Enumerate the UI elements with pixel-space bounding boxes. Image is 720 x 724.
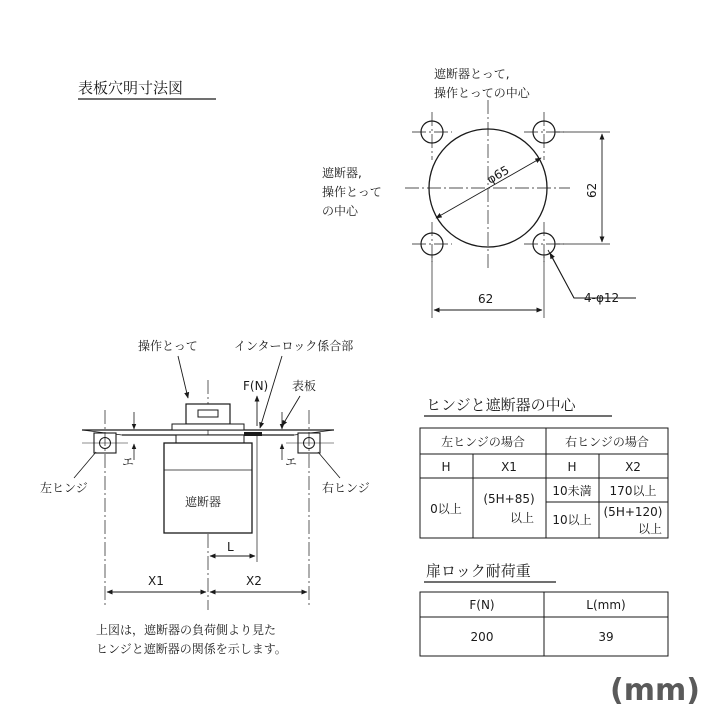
hole-label: 4-φ12 [584, 291, 620, 305]
horizontal-dim-label: 62 [478, 292, 494, 306]
e-right-label: エ [285, 455, 298, 469]
left-x1-value-line2: 以上 [509, 511, 535, 525]
group-header-right: 右ヒンジの場合 [565, 435, 649, 449]
breaker-body [164, 443, 252, 533]
door-lock-value-f: 200 [470, 630, 494, 644]
x2-dim-label: X2 [246, 574, 262, 588]
unit-label: (mm) [610, 673, 700, 708]
center-label-left-line1: 遮断器, [322, 166, 362, 180]
right-hinge-label: 右ヒンジ [322, 481, 370, 495]
leader-handle [178, 356, 188, 398]
col-header-h-left: H [441, 460, 451, 474]
right-h-row1: 10未満 [552, 484, 592, 498]
side-view-drawing [40, 338, 370, 656]
center-label-left-line3: の中心 [322, 204, 359, 218]
door-lock-table-grid [420, 592, 668, 656]
door-lock-header-f: F(N) [469, 598, 495, 612]
label-handle: 操作とって [138, 339, 198, 353]
cutout-title: 表板穴明寸法図 [78, 79, 184, 97]
cutout-center-lines [405, 100, 570, 270]
hinge-table [420, 396, 668, 538]
note-line1: 上図は，遮断器の負荷側より見た [96, 623, 277, 637]
left-h-value: 0以上 [430, 502, 462, 516]
left-hinge-leader [74, 452, 96, 478]
breaker-label: 遮断器 [185, 495, 222, 509]
right-h-row2: 10以上 [552, 513, 592, 527]
door-lock-value-l: 39 [598, 630, 614, 644]
panel-cutout-drawing [78, 66, 636, 318]
right-hinge-leader [318, 452, 340, 478]
leader-panel [282, 396, 300, 426]
group-header-left: 左ヒンジの場合 [441, 435, 525, 449]
note-line2: ヒンジと遮断器の関係を示します。 [96, 642, 287, 656]
col-header-x1: X1 [501, 460, 517, 474]
interlock-part [244, 432, 262, 436]
label-interlock: インターロック係合部 [234, 339, 354, 353]
left-hinge-label: 左ヒンジ [40, 481, 88, 495]
col-header-x2: X2 [625, 460, 641, 474]
label-panel: 表板 [292, 379, 317, 393]
center-label-left-line2: 操作とって [322, 185, 382, 199]
vertical-dim-label: 62 [585, 182, 599, 198]
diameter-label: φ65 [484, 162, 512, 187]
left-x1-value-line1: (5H+85) [483, 492, 535, 506]
e-left-label: エ [122, 455, 135, 469]
center-label-top-line1: 遮断器とって, [434, 67, 510, 81]
l-dim-label: L [227, 540, 234, 554]
door-lock-table [420, 562, 668, 656]
door-lock-title: 扉ロック耐荷重 [426, 562, 531, 580]
breaker-flange [176, 435, 244, 443]
hinge-table-title: ヒンジと遮断器の中心 [426, 396, 576, 414]
right-x2-row2-line1: (5H+120) [603, 505, 663, 519]
x1-dim-label: X1 [148, 574, 164, 588]
col-header-h-right: H [567, 460, 577, 474]
label-force: F(N) [243, 379, 269, 393]
handle-slot [198, 410, 218, 417]
door-lock-header-l: L(mm) [586, 598, 626, 612]
right-x2-row2-line2: 以上 [637, 522, 663, 536]
handle-base [172, 424, 244, 430]
center-label-top-line2: 操作とっての中心 [434, 86, 530, 100]
hole-leader-arrow [550, 253, 574, 298]
right-x2-row1: 170以上 [609, 484, 657, 498]
